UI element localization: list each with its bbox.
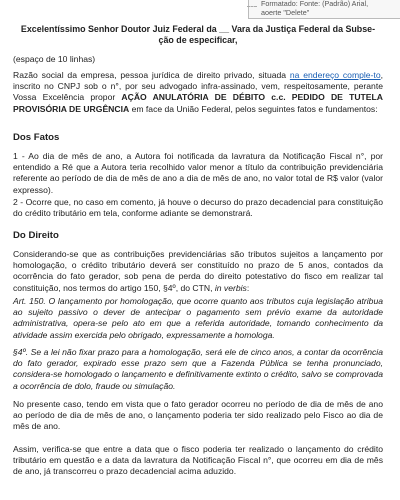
fact-paragraph-1: 1 - Ao dia de mês de ano, a Autora foi notificada da lavratura da Notificação Fiscal n°, por entendido a Ré que a Autora teria recolhido valor menor a título da contribuição previdenciária referente ao período de dia de mês de ano a dia de mês de ano, no valor total de R$ valor (valor expresso).	[13, 151, 383, 195]
action-name: AÇÃO ANULATÓRIA DE DÉBITO c.c. PEDIDO DE TUTELA PROVISÓRIA DE URGÊNCIA	[13, 92, 383, 114]
heading-do-direito: Do Direito	[13, 230, 59, 241]
law-paragraph-2: No presente caso, tendo em vista que o fato gerador ocorreu no período de dia de mês de ano ao período de dia de mês de ano, o lançamento poderia ter sido realizado pelo Fisco ao dia de mês de ano.	[13, 399, 383, 432]
intro-paragraph	[13, 70, 383, 115]
law-paragraph-3: Assim, verifica-se que entre a data que o fisco poderia ter realizado o lançamento do crédito tributário em questão e a data da lavratura da Notificação Fiscal n°, que ocorreu em dia de mês de ano, já transcorreu o prazo decadencial acima aduzido.	[13, 444, 383, 477]
title-line-2: ção de especificar,	[158, 35, 238, 45]
comment-line-1: Formatado: Fonte: (Padrão) Arial,	[261, 0, 369, 8]
law-paragraph-1	[13, 249, 383, 294]
intro-text-2: , inscrito no CNPJ sob o n°, por seu advogado infra-assinado, vem, respeitosamente, perante Vossa Excelência propor	[13, 70, 383, 103]
article-150-quote: Art. 150. O lançamento por homologação, que ocorre quanto aos tributos cuja legislação atribua ao sujeito passivo o dever de antecipar o pagamento sem prévio exame da autoridade administrativa, opera-se pelo ato em que a referida autoridade, tomando conhecimento da atividade assim exercida pelo obrigado, expressamente a homologa.	[13, 296, 383, 340]
law-paragraph-1-end: :	[246, 282, 250, 293]
title-line-1: Excelentíssimo Senhor Doutor Juiz Federal da __ Vara da Justiça Federal da Subse-	[20, 24, 376, 34]
tracked-insertion[interactable]: na endereço comple-to	[289, 70, 381, 80]
formatting-comment-balloon[interactable]	[248, 0, 400, 19]
comment-connector-line	[247, 6, 257, 7]
heading-dos-fatos: Dos Fatos	[13, 132, 60, 143]
comment-line-2: aoerte "Delete"	[261, 7, 310, 17]
fact-paragraph-2: 2 - Ocorre que, no caso em comento, já houve o decurso do prazo decadencial para constituição do crédito tributário em tela, conforme adiante se demonstrará.	[13, 197, 383, 219]
document-title	[8, 24, 388, 46]
intro-text-3: em face da União Federal, pelos seguintes fatos e fundamentos:	[129, 103, 378, 114]
intro-text-1: Razão social da empresa, pessoa jurídica de direito privado, situada	[13, 70, 290, 80]
spacing-note: (espaço de 10 linhas)	[13, 54, 96, 64]
in-verbis: in verbis	[214, 282, 247, 293]
paragraph-4-quote: §4º. Se a lei não fixar prazo para a homologação, será ele de cinco anos, a contar da ocorrência do fato gerador, expirado esse prazo sem que a Fazenda Pública se tenha pronunciado, considera-se homologado o lançamento e definitivamente extinto o crédito, salvo se comprovada a ocorrência de dolo, fraude ou simulação.	[13, 347, 383, 391]
law-paragraph-1-text: Considerando-se que as contribuições previdenciárias são tributos sujeitos a lançamento por homologação, o crédito tributário deverá ser constituído no prazo de 5 anos, contados da ocorrência do fato gerador, sob pena de perda do direito potestativo do fisco em realizar tal constituição, nos termos do artigo 150, §4º, do CTN,	[13, 249, 383, 293]
